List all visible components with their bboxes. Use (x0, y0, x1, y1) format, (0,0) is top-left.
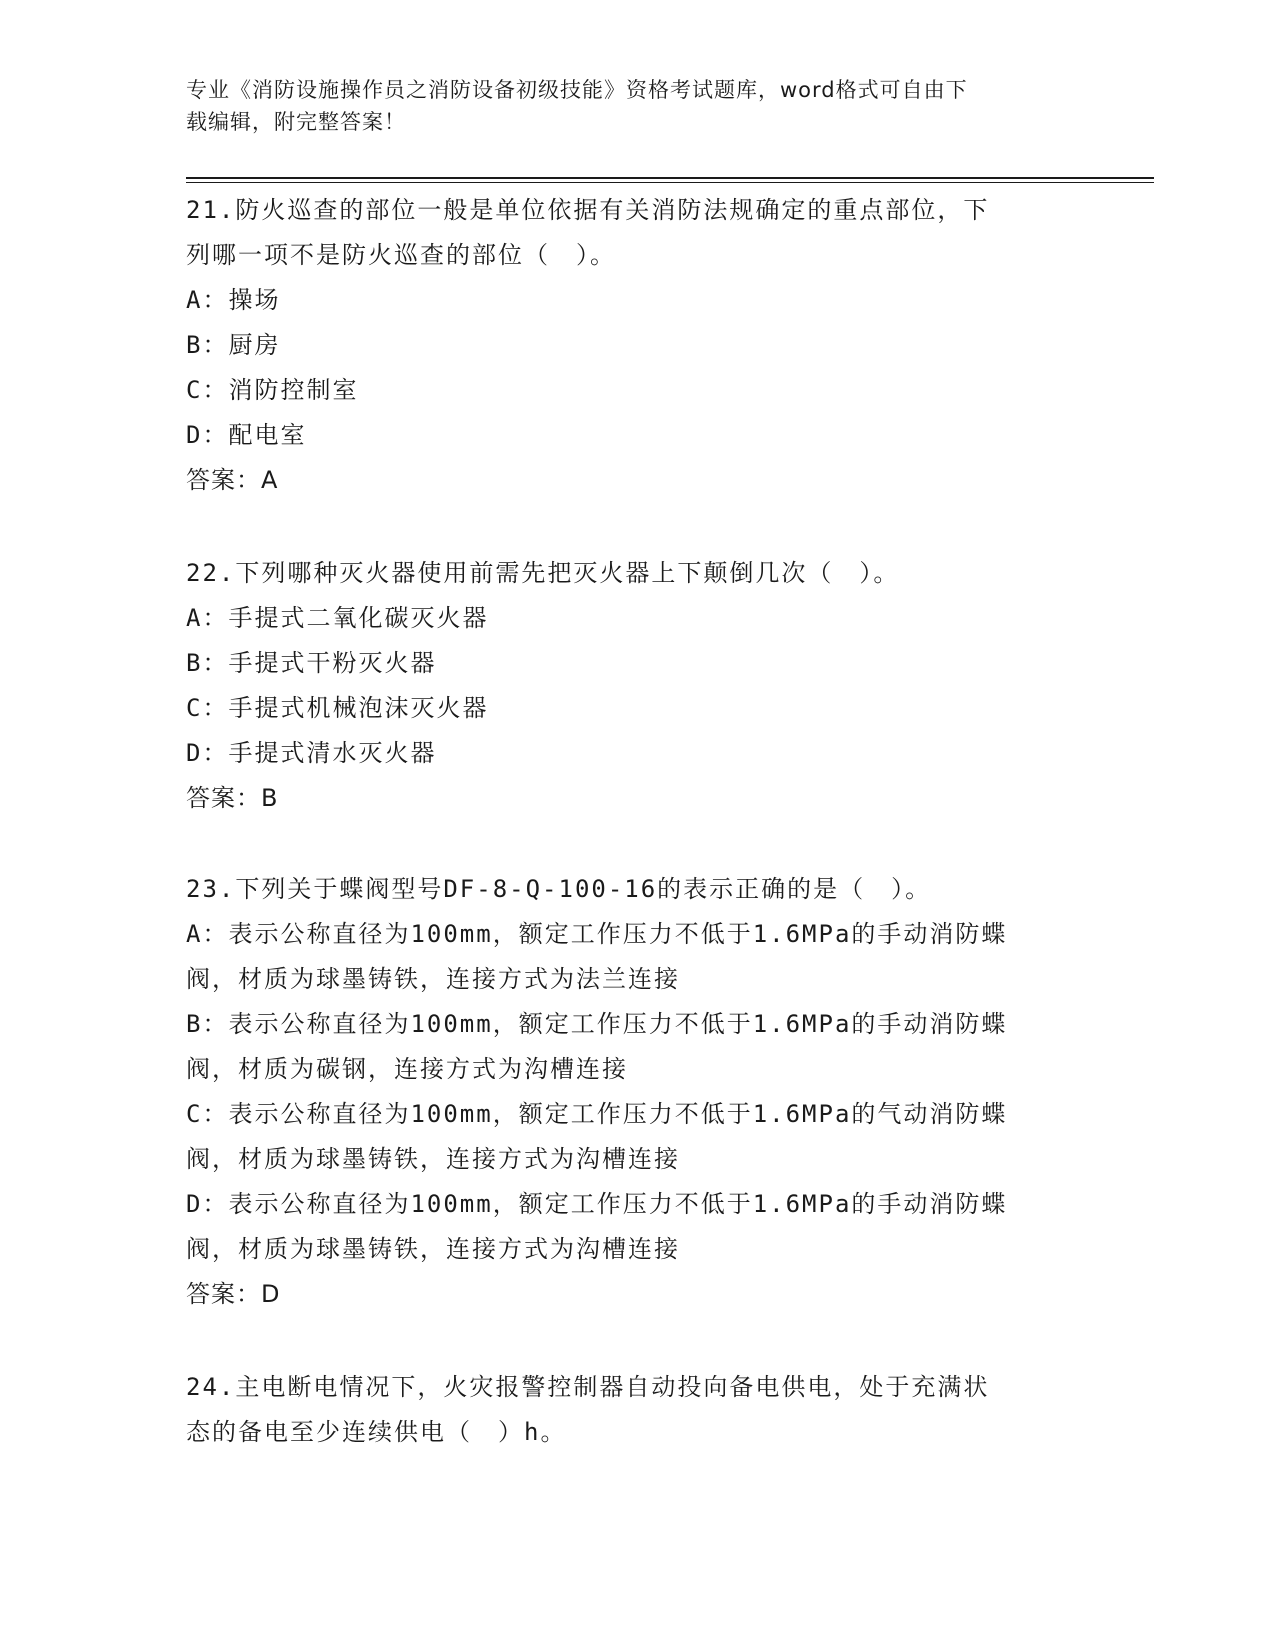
option-c-continuation: 阀，材质为球墨铸铁，连接方式为沟槽连接 (186, 1145, 680, 1173)
option-b: B：手提式干粉灭火器 (186, 649, 437, 677)
option-b: B：表示公称直径为100mm，额定工作压力不低于1.6MPa的手动消防蝶 (186, 1010, 1008, 1038)
option-a: A：操场 (186, 286, 281, 314)
question-22 (186, 551, 1086, 821)
question-23 (186, 867, 1086, 1317)
question-stem-line: 态的备电至少连续供电（ ）h。 (186, 1418, 567, 1446)
option-c: C：消防控制室 (186, 376, 359, 404)
option-b-continuation: 阀，材质为碳钢，连接方式为沟槽连接 (186, 1055, 628, 1083)
option-d: D：手提式清水灭火器 (186, 739, 437, 767)
question-stem-line: 列哪一项不是防火巡查的部位（ ）。 (186, 241, 616, 269)
option-c: C：手提式机械泡沫灭火器 (186, 694, 489, 722)
header-divider-thin (186, 182, 1154, 183)
option-d-continuation: 阀，材质为球墨铸铁，连接方式为沟槽连接 (186, 1235, 680, 1263)
option-a: A：表示公称直径为100mm，额定工作压力不低于1.6MPa的手动消防蝶 (186, 920, 1008, 948)
option-a-continuation: 阀，材质为球墨铸铁，连接方式为法兰连接 (186, 965, 680, 993)
document-header (186, 74, 1066, 138)
header-divider-thick (186, 177, 1154, 179)
question-stem-line: 24.主电断电情况下，火灾报警控制器自动投向备电供电，处于充满状 (186, 1373, 990, 1401)
option-b: B：厨房 (186, 331, 281, 359)
header-line-1: 专业《消防设施操作员之消防设备初级技能》资格考试题库，word格式可自由下 (186, 78, 968, 102)
option-a: A：手提式二氧化碳灭火器 (186, 604, 489, 632)
option-c: C：表示公称直径为100mm，额定工作压力不低于1.6MPa的气动消防蝶 (186, 1100, 1008, 1128)
answer-line: 答案：A (186, 466, 279, 494)
question-stem-line: 21.防火巡查的部位一般是单位依据有关消防法规确定的重点部位，下 (186, 196, 990, 224)
question-21 (186, 188, 1086, 503)
question-24 (186, 1365, 1086, 1455)
question-stem-line: 23.下列关于蝶阀型号DF-8-Q-100-16的表示正确的是（ ）。 (186, 875, 932, 903)
answer-line: 答案：B (186, 784, 279, 812)
option-d: D：表示公称直径为100mm，额定工作压力不低于1.6MPa的手动消防蝶 (186, 1190, 1008, 1218)
option-d: D：配电室 (186, 421, 307, 449)
header-line-2: 载编辑，附完整答案！ (186, 110, 406, 134)
answer-line: 答案：D (186, 1280, 281, 1308)
question-stem-line: 22.下列哪种灭火器使用前需先把灭火器上下颠倒几次（ ）。 (186, 559, 900, 587)
